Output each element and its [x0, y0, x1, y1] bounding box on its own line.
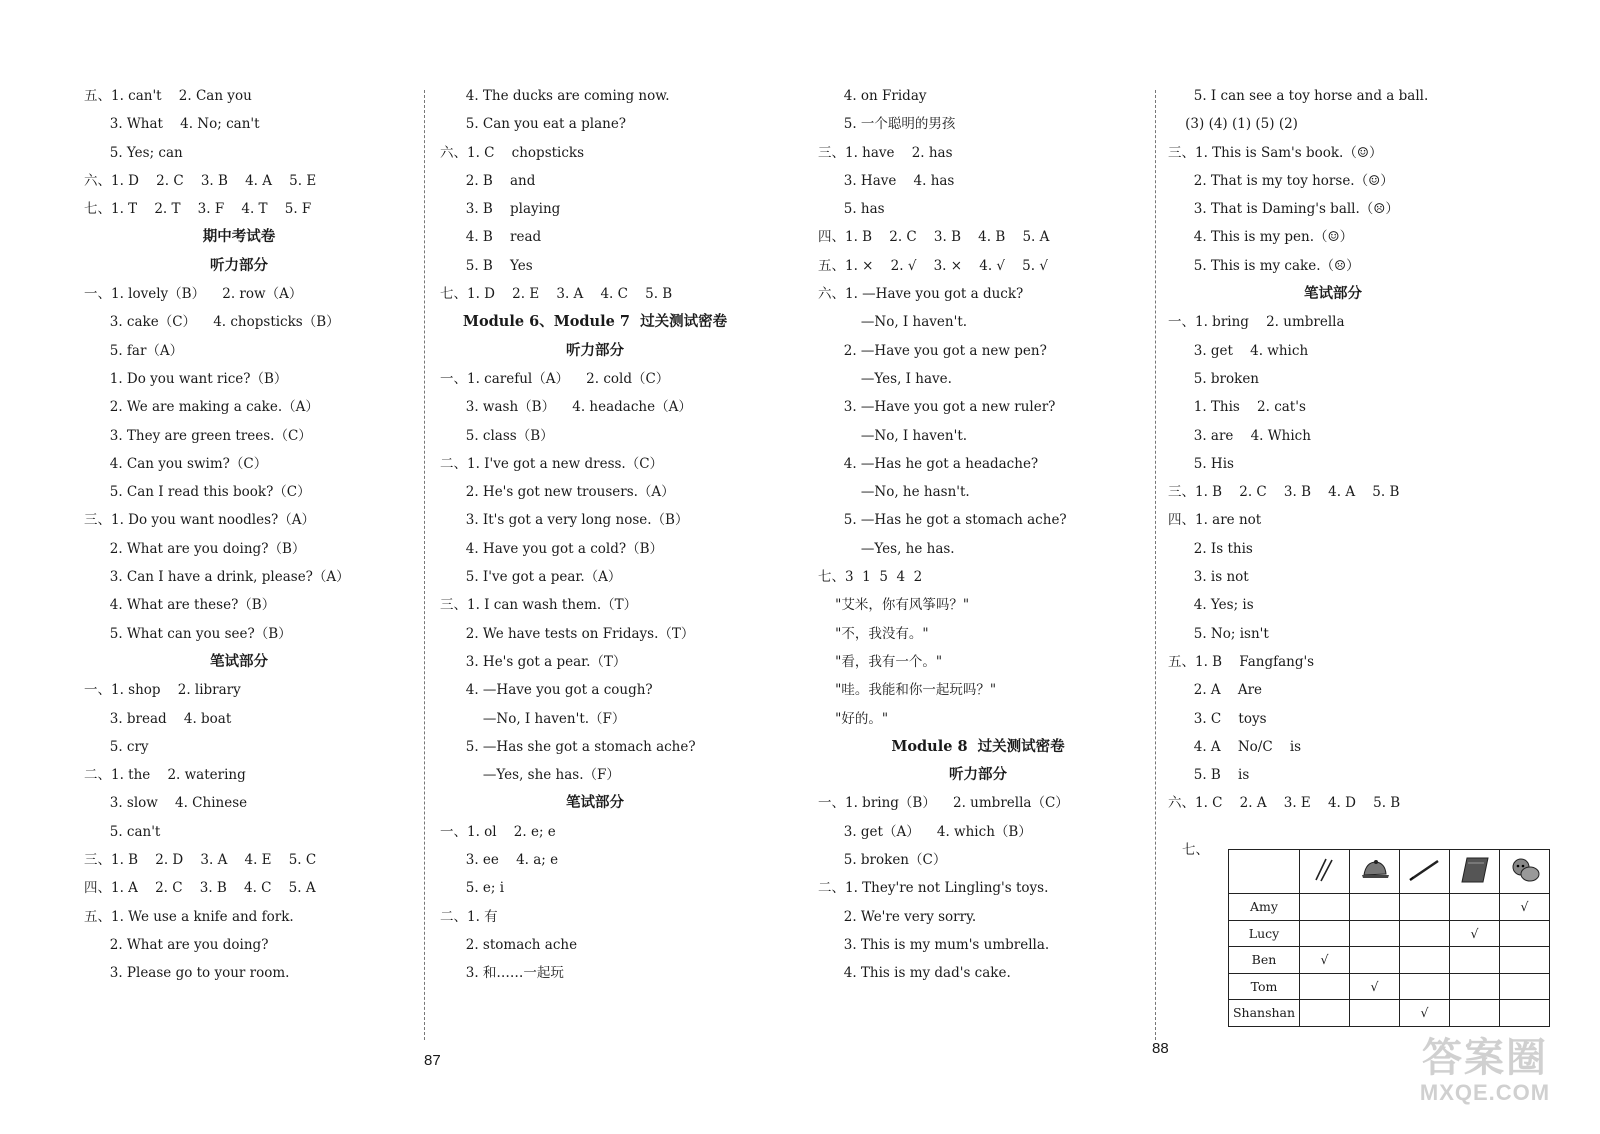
- answer-line: 五、1. × 2. √ 3. × 4. √ 5. √: [818, 257, 1048, 274]
- chopsticks-icon: [1300, 850, 1350, 894]
- answer-line: 一、1. careful（A） 2. cold（C）: [440, 370, 670, 387]
- check-cell: [1500, 973, 1550, 1000]
- check-cell: [1300, 973, 1350, 1000]
- answer-line: 5. —Has he got a stomach ache?: [818, 512, 1067, 529]
- answer-line: 一、1. bring 2. umbrella: [1168, 314, 1345, 331]
- answer-line: "不，我没有。": [818, 625, 929, 642]
- section-heading: 笔试部分: [210, 652, 268, 670]
- answer-line: 4. A No/C is: [1168, 738, 1302, 755]
- answer-line: 四、1. are not: [1168, 512, 1262, 529]
- column-1: [84, 82, 394, 988]
- check-cell: √: [1450, 920, 1500, 947]
- answer-line: 二、1. 有: [440, 908, 498, 925]
- header-empty-cell: [1229, 850, 1300, 894]
- answer-line: "好的。": [818, 710, 889, 727]
- table-row: [1229, 894, 1550, 921]
- check-cell: √: [1400, 1000, 1450, 1027]
- answer-line: 2. He's got new trousers.（A）: [440, 484, 675, 501]
- answer-line: 5. What can you see?（B）: [84, 625, 292, 642]
- table-row: [1229, 947, 1550, 974]
- answer-line: 3. bread 4. boat: [84, 710, 232, 727]
- page-number-left: 87: [424, 1052, 441, 1069]
- answer-line: 5. B Yes: [440, 257, 533, 274]
- check-cell: √: [1300, 947, 1350, 974]
- row-name: Amy: [1229, 894, 1300, 921]
- answer-line: 一、1. shop 2. library: [84, 682, 241, 699]
- answer-line: 2. What are you doing?: [84, 936, 269, 953]
- answer-line: 3. get 4. which: [1168, 342, 1309, 359]
- answer-line: 3. cake（C） 4. chopsticks（B）: [84, 314, 340, 331]
- answer-line: 5. Can you eat a plane?: [440, 116, 627, 133]
- answer-line: 3. get（A） 4. which（B）: [818, 823, 1032, 840]
- answer-line: 4. What are these?（B）: [84, 597, 276, 614]
- answer-line: 4. This is my dad's cake.: [818, 965, 1011, 982]
- answer-line: 5. can't: [84, 823, 161, 840]
- answer-line: 4. on Friday: [818, 88, 927, 104]
- answer-line: 3. 和……一起玩: [440, 965, 564, 982]
- answer-line: 七、1. D 2. E 3. A 4. C 5. B: [440, 286, 673, 303]
- answer-line: 1. Do you want rice?（B）: [84, 370, 288, 387]
- answer-line: 5. class（B）: [440, 427, 554, 444]
- answer-line: 2. We are making a cake.（A）: [84, 399, 319, 416]
- answer-line: 2. What are you doing?（B）: [84, 540, 306, 557]
- answer-line: (3) (4) (1) (5) (2): [1168, 116, 1298, 133]
- answer-line: "看，我有一个。": [818, 653, 943, 670]
- answer-line: —No, I haven't.: [818, 314, 968, 331]
- answer-line: 三、1. This is Sam's book.（☺）: [1168, 144, 1383, 161]
- answer-line: "艾米，你有风筝吗？": [818, 597, 970, 614]
- answer-line: —Yes, he has.: [818, 540, 955, 557]
- pen-icon: [1400, 850, 1450, 894]
- check-cell: [1350, 1000, 1400, 1027]
- answer-line: "哇。我能和你一起玩吗？": [818, 682, 997, 699]
- column-2: [440, 82, 750, 988]
- answer-line: 3. What 4. No; can't: [84, 116, 260, 133]
- answer-line: 5. has: [818, 201, 885, 218]
- answer-line: 4. Can you swim?（C）: [84, 455, 268, 472]
- section-heading: 笔试部分: [566, 794, 624, 812]
- answer-line: 一、1. bring（B） 2. umbrella（C）: [818, 795, 1069, 812]
- column-divider-right: [1155, 90, 1156, 1040]
- check-cell: [1450, 973, 1500, 1000]
- answer-line: 3. He's got a pear.（T）: [440, 653, 627, 670]
- answer-line: 1. This 2. cat's: [1168, 399, 1306, 416]
- answer-line: 3. are 4. Which: [1168, 427, 1311, 444]
- answer-grid: [1228, 849, 1550, 1027]
- answer-line: 3. They are green trees.（C）: [84, 427, 312, 444]
- answer-line: —No, I haven't.（F）: [440, 710, 626, 727]
- answer-line: 一、1. lovely（B） 2. row（A）: [84, 286, 303, 303]
- check-cell: [1300, 894, 1350, 921]
- answer-line: 3. This is my mum's umbrella.: [818, 936, 1050, 953]
- answer-line: 3. That is Daming's ball.（☹）: [1168, 201, 1399, 218]
- answer-line: 5. broken: [1168, 370, 1260, 387]
- answer-line: 六、1. D 2. C 3. B 4. A 5. E: [84, 172, 317, 189]
- answer-line: 3. ee 4. a; e: [440, 852, 559, 869]
- answer-line: 2. Is this: [1168, 540, 1253, 557]
- cap-icon: [1350, 850, 1400, 894]
- answer-line: 5. I've got a pear.（A）: [440, 569, 622, 586]
- answer-line: —No, he hasn't.: [818, 484, 970, 501]
- answer-line: 5. This is my cake.（☹）: [1168, 257, 1360, 274]
- answer-line: 四、1. B 2. C 3. B 4. B 5. A: [818, 229, 1050, 246]
- answer-line: 六、1. C chopsticks: [440, 144, 585, 161]
- answer-line: 5. far（A）: [84, 342, 184, 359]
- section-heading: Module 6、Module 7 过关测试密卷: [462, 313, 728, 331]
- watermark-main-text: 答案圈: [1422, 1036, 1548, 1080]
- answer-line: 六、1. C 2. A 3. E 4. D 5. B: [1168, 795, 1401, 812]
- column-4: [1168, 82, 1498, 818]
- answer-line: 5. No; isn't: [1168, 625, 1269, 642]
- answer-line: 3. Please go to your room.: [84, 965, 290, 982]
- answer-line: 三、1. B 2. C 3. B 4. A 5. B: [1168, 484, 1400, 501]
- check-cell: [1350, 894, 1400, 921]
- answer-line: 5. 一个聪明的男孩: [818, 116, 956, 133]
- answer-line: 3. Have 4. has: [818, 172, 955, 189]
- table-row: [1229, 1000, 1550, 1027]
- row-name: Shanshan: [1229, 1000, 1300, 1027]
- answer-line: 4. This is my pen.（☺）: [1168, 229, 1354, 246]
- answer-line: 5. —Has she got a stomach ache?: [440, 738, 696, 755]
- section-heading: 笔试部分: [1304, 285, 1362, 303]
- watermark-logo: [1410, 1036, 1560, 1106]
- answer-line: 5. I can see a toy horse and a ball.: [1168, 88, 1429, 104]
- answer-line: 2. —Have you got a new pen?: [818, 342, 1047, 359]
- table-row: [1229, 973, 1550, 1000]
- answer-line: 六、1. —Have you got a duck?: [818, 286, 1024, 303]
- answer-line: —Yes, I have.: [818, 370, 952, 387]
- answer-line: 2. stomach ache: [440, 936, 578, 953]
- check-cell: [1350, 920, 1400, 947]
- watermark-url: MXQE.COM: [1419, 1080, 1551, 1105]
- section-heading: 听力部分: [566, 341, 624, 359]
- page-number-right: 88: [1152, 1040, 1169, 1057]
- toy-dog-icon: [1500, 850, 1550, 894]
- check-cell: [1400, 920, 1450, 947]
- answer-line: 三、1. Do you want noodles?（A）: [84, 512, 315, 529]
- answer-line: —Yes, she has.（F）: [440, 767, 620, 784]
- book-icon: [1450, 850, 1500, 894]
- column-divider-left: [424, 90, 425, 1040]
- check-cell: [1400, 947, 1450, 974]
- check-cell: √: [1500, 894, 1550, 921]
- answer-line: 五、1. can't 2. Can you: [84, 88, 252, 104]
- answer-line: 3. B playing: [440, 201, 561, 218]
- answer-line: 5. broken（C）: [818, 852, 947, 869]
- check-cell: [1500, 1000, 1550, 1027]
- check-cell: [1500, 947, 1550, 974]
- answer-line: 3. is not: [1168, 569, 1249, 586]
- answer-line: 3. Can I have a drink, please?（A）: [84, 569, 350, 586]
- answer-line: 3. —Have you got a new ruler?: [818, 399, 1056, 416]
- answer-line: 二、1. I've got a new dress.（C）: [440, 455, 664, 472]
- answer-line: 五、1. B Fangfang's: [1168, 653, 1315, 670]
- answer-line: 二、1. the 2. watering: [84, 767, 246, 784]
- answer-line: 5. Can I read this book?（C）: [84, 484, 311, 501]
- answer-line: 4. —Have you got a cough?: [440, 682, 653, 699]
- answer-line: 3. slow 4. Chinese: [84, 795, 248, 812]
- answer-line: 七、1. T 2. T 3. F 4. T 5. F: [84, 201, 312, 218]
- answer-line: 3. It's got a very long nose.（B）: [440, 512, 689, 529]
- row-name: Tom: [1229, 973, 1300, 1000]
- answer-line: 4. Have you got a cold?（B）: [440, 540, 664, 557]
- check-cell: [1400, 894, 1450, 921]
- answer-line: 4. —Has he got a headache?: [818, 455, 1039, 472]
- answer-line: 5. Yes; can: [84, 144, 183, 161]
- answer-line: 3. C toys: [1168, 710, 1267, 727]
- check-cell: [1300, 920, 1350, 947]
- check-cell: √: [1350, 973, 1400, 1000]
- answer-line: 五、1. We use a knife and fork.: [84, 908, 294, 925]
- section-heading: Module 8 过关测试密卷: [891, 737, 1065, 755]
- answer-line: 一、1. ol 2. e; e: [440, 823, 556, 840]
- table-question-label: 七、: [1182, 842, 1209, 858]
- check-cell: [1450, 1000, 1500, 1027]
- section-heading: 听力部分: [949, 766, 1007, 784]
- check-cell: [1300, 1000, 1350, 1027]
- answer-line: 5. B is: [1168, 767, 1250, 784]
- answer-line: 三、1. I can wash them.（T）: [440, 597, 638, 614]
- answer-line: 二、1. They're not Lingling's toys.: [818, 880, 1049, 897]
- answer-line: 三、1. have 2. has: [818, 144, 953, 161]
- answer-line: 2. A Are: [1168, 682, 1263, 699]
- answer-line: 5. e; i: [440, 880, 505, 897]
- check-cell: [1450, 894, 1500, 921]
- row-name: Lucy: [1229, 920, 1300, 947]
- answer-line: 5. cry: [84, 738, 149, 755]
- answer-line: 四、1. A 2. C 3. B 4. C 5. A: [84, 880, 316, 897]
- column-3: [818, 82, 1138, 988]
- answer-line: 4. The ducks are coming now.: [440, 88, 670, 104]
- answer-line: 2. We're very sorry.: [818, 908, 977, 925]
- answer-line: 4. B read: [440, 229, 542, 246]
- answer-line: 2. B and: [440, 172, 536, 189]
- check-cell: [1450, 947, 1500, 974]
- answer-line: —No, I haven't.: [818, 427, 968, 444]
- row-name: Ben: [1229, 947, 1300, 974]
- answer-line: 2. That is my toy horse.（☺）: [1168, 172, 1394, 189]
- check-cell: [1500, 920, 1550, 947]
- section-heading: 听力部分: [210, 256, 268, 274]
- answer-line: 5. His: [1168, 455, 1234, 472]
- answer-line: 3. wash（B） 4. headache（A）: [440, 399, 692, 416]
- check-cell: [1400, 973, 1450, 1000]
- answer-line: 七、3 1 5 4 2: [818, 569, 923, 586]
- table-row: [1229, 920, 1550, 947]
- answer-line: 2. We have tests on Fridays.（T）: [440, 625, 695, 642]
- check-cell: [1350, 947, 1400, 974]
- section-heading: 期中考试卷: [202, 228, 276, 246]
- answer-line: 4. Yes; is: [1168, 597, 1254, 614]
- answer-line: 三、1. B 2. D 3. A 4. E 5. C: [84, 852, 317, 869]
